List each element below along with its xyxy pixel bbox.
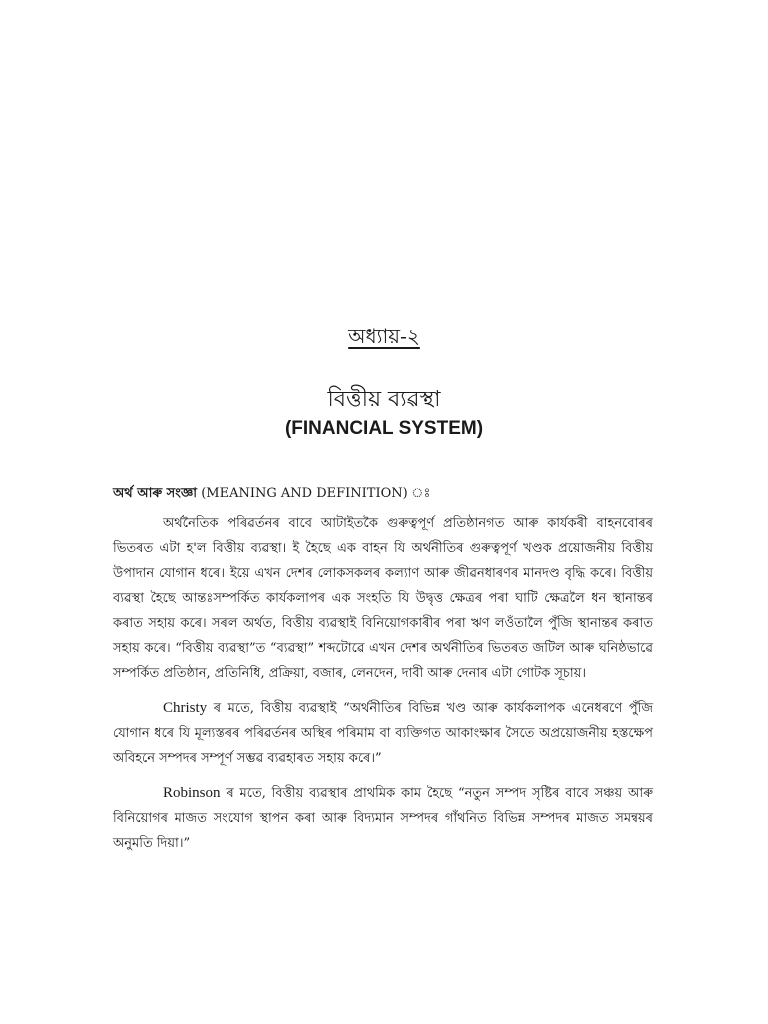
section-heading-english: (MEANING AND DEFINITION) ঃ <box>197 486 431 501</box>
chapter-title-bengali: বিত্তীয় ব্যৱস্থা <box>327 387 441 412</box>
paragraph-christy <box>113 696 653 771</box>
section-heading-bengali: অৰ্থ আৰু সংজ্ঞা <box>113 486 198 501</box>
author-name-christy: Christy <box>163 700 208 716</box>
chapter-title-english: (FINANCIAL SYSTEM) <box>284 418 484 439</box>
body-text <box>113 511 653 866</box>
section-heading <box>113 484 430 505</box>
quote-christy: ৰ মতে, বিত্তীয় ব্যৱস্থাই “অৰ্থনীতিৰ বিভিন্ন খণ্ড আৰু কাৰ্যকলাপক এনেধৰণে পুঁজি যোগান ধৰে যি মূল্যস্তৰৰ পৰিৱৰ্তনৰ অস্থিৰ পৰিমাম বা ব্যক্তিগত আকাংক্ষাৰ সৈতে অপ্ৰয়োজনীয় হস্তক্ষেপ অবিহনে সম্পদৰ সম্পূৰ্ণ সম্ভৱ ব্যৱহাৰত সহায় কৰে।” <box>113 701 653 766</box>
chapter-label: অধ্যায়-২ <box>348 324 420 348</box>
paragraph-robinson <box>113 781 653 856</box>
author-name-robinson: Robinson <box>163 785 221 801</box>
paragraph-intro: অৰ্থনৈতিক পৰিৱৰ্তনৰ বাবে আটাইতকৈ গুৰুত্বপূৰ্ণ প্ৰতিষ্ঠানগত আৰু কাৰ্যকৰী বাহনবোৰৰ ভিতৰত এটা হ'ল বিত্তীয় ব্যৱস্থা। ই হৈছে এক বাহন যি অৰ্থনীতিৰ গুৰুত্বপূৰ্ণ খণ্ডক প্ৰয়োজনীয় বিত্তীয় উপাদান যোগান ধৰে। ইয়ে এখন দেশৰ লোকসকলৰ কল্যাণ আৰু জীৱনধাৰণৰ মানদণ্ড বৃদ্ধি কৰে। বিত্তীয় ব্যৱস্থা হৈছে আন্তঃসম্পৰ্কিত কাৰ্যকলাপৰ এক সংহতি যি উদ্বৃত্ত ক্ষেত্ৰৰ পৰা ঘাটি ক্ষেত্ৰলৈ ধন স্থানান্তৰ কৰাত সহায় কৰে। সৰল অৰ্থত, বিত্তীয় ব্যৱস্থাই বিনিয়োগকাৰীৰ পৰা ঋণ লওঁতালৈ পুঁজি স্থানান্তৰ কৰাত সহায় কৰে। “বিত্তীয় ব্যৱস্থা”ত “ব্যৱস্থা” শব্দটোৱে এখন দেশৰ অৰ্থনীতিৰ ভিতৰত জটিল আৰু ঘনিষ্ঠভাৱে সম্পৰ্কিত প্ৰতিষ্ঠান, প্ৰতিনিধি, প্ৰক্ৰিয়া, বজাৰ, লেনদেন, দাবী আৰু দেনাৰ এটা গোটক সূচায়। <box>113 516 653 681</box>
quote-robinson: ৰ মতে, বিত্তীয় ব্যৱস্থাৰ প্ৰাথমিক কাম হৈছে “নতুন সম্পদ সৃষ্টিৰ বাবে সঞ্চয় আৰু বিনিয়োগৰ মাজত সংযোগ স্থাপন কৰা আৰু বিদ্যমান সম্পদৰ গাঁথনিত বিভিন্ন সম্পদৰ মাজত সমন্বয়ৰ অনুমতি দিয়া।” <box>113 786 653 851</box>
